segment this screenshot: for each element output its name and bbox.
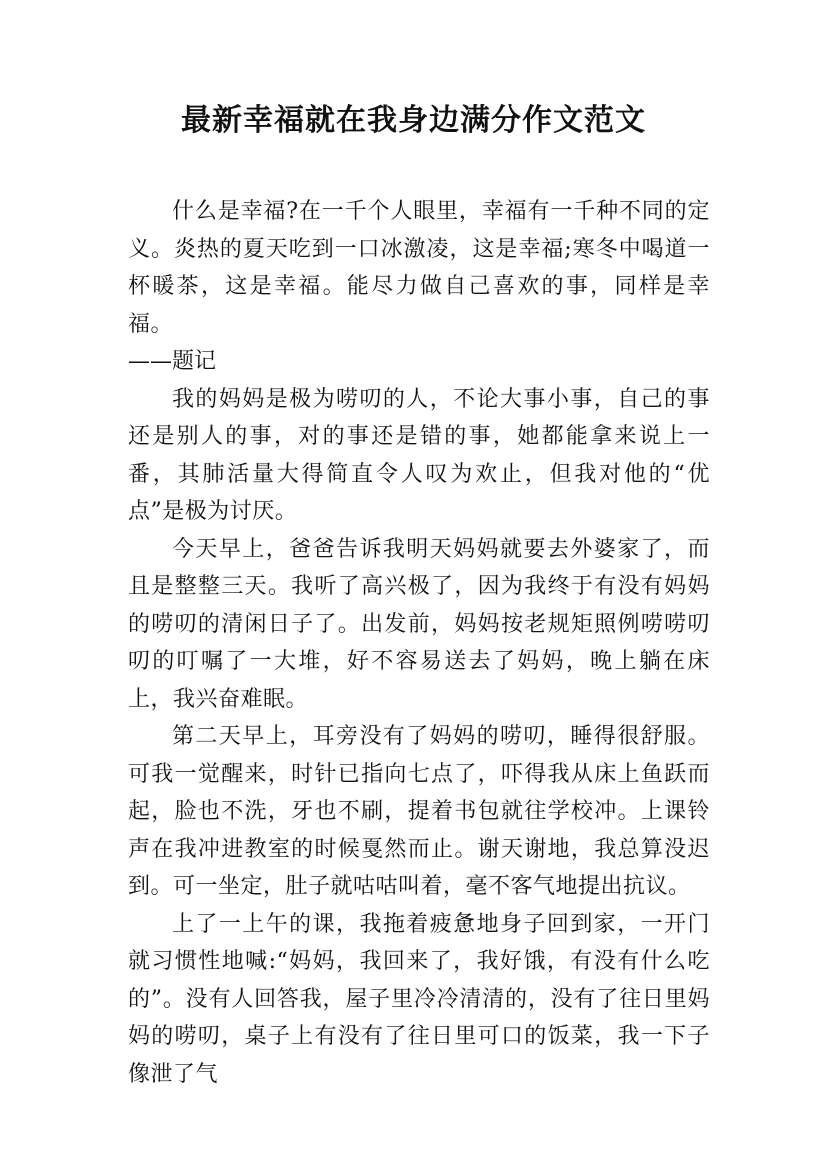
document-title: 最新幸福就在我身边满分作文范文 [181,103,646,138]
paragraph-intro: 什么是幸福?在一千个人眼里，幸福有一千种不同的定义。炎热的夏天吃到一口冰激凌，这是幸福;寒冬中喝道一杯暖茶，这是幸福。能尽力做自己喜欢的事，同样是幸福。 [128,199,710,337]
paragraph-mother: 我的妈妈是极为唠叨的人，不论大事小事，自己的事还是别人的事，对的事还是错的事，她都能拿来说上一番，其肺活量大得简直令人叹为欢止，但我对他的“优点”是极为讨厌。 [128,386,710,524]
document-body [128,193,710,1093]
paragraph-home: 上了一上午的课，我拖着疲惫地身子回到家，一开门就习惯性地喊:“妈妈，我回来了，我好饿，有没有什么吃的”。没有人回答我，屋子里冷冷清清的，没有了往日里妈妈的唠叨，桌子上有没有了往日里可口的饭菜，我一下子像泄了气 [128,911,710,1087]
paragraph-signature: ——题记 [128,349,217,374]
paragraph-second-day: 第二天早上，耳旁没有了妈妈的唠叨，睡得很舒服。可我一觉醒来，时针已指向七点了，吓得我从床上鱼跃而起，脸也不洗，牙也不刷，提着书包就往学校冲。上课铃声在我冲进教室的时候戛然而止。谢天谢地，我总算没迟到。可一坐定，肚子就咕咕叫着，毫不客气地提出抗议。 [128,724,710,899]
paragraph-morning: 今天早上，爸爸告诉我明天妈妈就要去外婆家了，而且是整整三天。我听了高兴极了，因为我终于有没有妈妈的唠叨的清闲日子了。出发前，妈妈按老规矩照例唠唠叨叨的叮嘱了一大堆，好不容易送去了妈妈，晚上躺在床上，我兴奋难眠。 [128,536,710,712]
